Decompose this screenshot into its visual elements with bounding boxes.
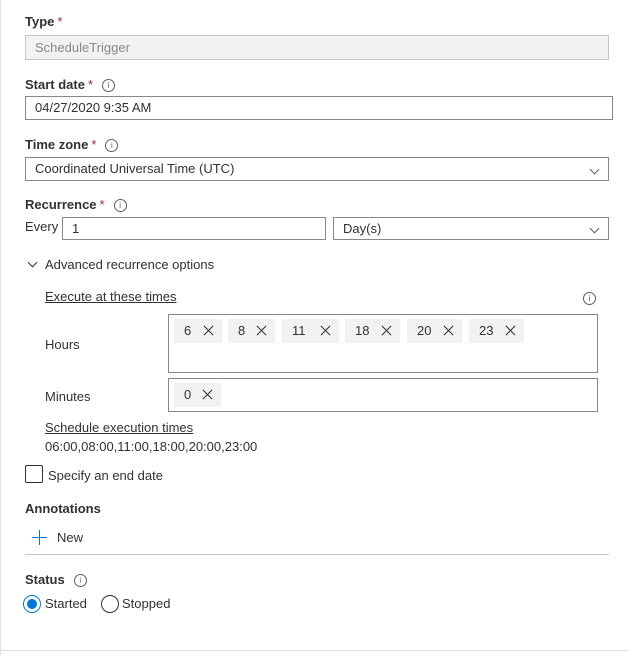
hour-tag-label: 11 bbox=[292, 323, 306, 338]
hours-picker[interactable] bbox=[168, 314, 598, 373]
hour-tag-label: 8 bbox=[238, 323, 246, 338]
schedule-execution-times-link[interactable]: Schedule execution times bbox=[45, 420, 194, 435]
start-date-label-row bbox=[25, 77, 115, 92]
advanced-recurrence-label: Advanced recurrence options bbox=[45, 257, 215, 272]
status-stopped-radio[interactable] bbox=[101, 595, 119, 613]
close-icon[interactable] bbox=[320, 325, 331, 336]
close-icon[interactable] bbox=[256, 325, 267, 336]
hours-label: Hours bbox=[45, 337, 80, 352]
chevron-down-icon bbox=[28, 258, 38, 268]
status-started-label[interactable]: Started bbox=[45, 596, 87, 611]
plus-icon bbox=[32, 530, 47, 545]
required-marker: * bbox=[57, 14, 63, 29]
panel-left-border bbox=[0, 0, 1, 655]
hour-tag bbox=[282, 319, 339, 343]
hour-tag bbox=[407, 319, 462, 343]
info-icon[interactable]: i bbox=[583, 292, 596, 305]
close-icon[interactable] bbox=[443, 325, 454, 336]
recurrence-unit-value: Day(s) bbox=[343, 221, 382, 236]
recurrence-label-row bbox=[25, 197, 127, 212]
hour-tag-label: 23 bbox=[479, 323, 494, 338]
info-icon[interactable]: i bbox=[114, 199, 127, 212]
status-started-radio[interactable] bbox=[23, 595, 41, 613]
close-icon[interactable] bbox=[381, 325, 392, 336]
info-icon[interactable]: i bbox=[102, 79, 115, 92]
new-annotation-label: New bbox=[57, 530, 84, 545]
chevron-down-icon bbox=[590, 224, 600, 234]
hour-tag-label: 18 bbox=[355, 323, 370, 338]
time-zone-select[interactable] bbox=[25, 157, 609, 181]
hour-tag-label: 6 bbox=[184, 323, 192, 338]
panel-bottom-border bbox=[0, 650, 629, 651]
new-annotation-button[interactable] bbox=[32, 528, 92, 546]
every-label: Every bbox=[25, 219, 59, 234]
hour-tag bbox=[469, 319, 524, 343]
info-icon[interactable]: i bbox=[105, 139, 118, 152]
time-zone-value: Coordinated Universal Time (UTC) bbox=[35, 161, 235, 176]
time-zone-label-row bbox=[25, 137, 118, 152]
hour-tag bbox=[174, 319, 222, 343]
status-stopped-label[interactable]: Stopped bbox=[122, 596, 171, 611]
hour-tag-label: 20 bbox=[417, 323, 432, 338]
close-icon[interactable] bbox=[203, 325, 214, 336]
schedule-execution-times-value: 06:00,08:00,11:00,18:00,20:00,23:00 bbox=[45, 439, 258, 454]
recurrence-interval-value: 1 bbox=[72, 221, 80, 236]
minute-tag bbox=[174, 383, 221, 407]
divider bbox=[25, 554, 609, 555]
type-label: Type bbox=[25, 14, 55, 29]
hour-tag bbox=[228, 319, 275, 343]
minute-tag-label: 0 bbox=[184, 387, 192, 402]
required-marker: * bbox=[91, 137, 97, 152]
recurrence-interval-input[interactable] bbox=[62, 217, 326, 240]
start-date-value: 04/27/2020 9:35 AM bbox=[35, 100, 152, 115]
annotations-label: Annotations bbox=[25, 501, 101, 516]
time-zone-label: Time zone bbox=[25, 137, 89, 152]
recurrence-unit-select[interactable] bbox=[333, 217, 609, 240]
recurrence-label: Recurrence bbox=[25, 197, 97, 212]
end-date-label[interactable]: Specify an end date bbox=[48, 468, 163, 483]
type-field bbox=[25, 35, 609, 60]
execute-at-times-link[interactable]: Execute at these times bbox=[45, 289, 177, 304]
required-marker: * bbox=[99, 197, 105, 212]
info-icon[interactable]: i bbox=[74, 574, 87, 587]
hour-tag bbox=[345, 319, 400, 343]
status-label-row bbox=[25, 572, 87, 587]
type-label-row bbox=[25, 14, 62, 29]
close-icon[interactable] bbox=[202, 389, 213, 400]
chevron-down-icon bbox=[590, 165, 600, 175]
start-date-input[interactable] bbox=[25, 96, 613, 120]
minutes-label: Minutes bbox=[45, 389, 91, 404]
minutes-picker[interactable] bbox=[168, 378, 598, 412]
status-label: Status bbox=[25, 572, 65, 587]
end-date-checkbox[interactable] bbox=[25, 465, 43, 483]
type-value: ScheduleTrigger bbox=[35, 40, 130, 55]
start-date-label: Start date bbox=[25, 77, 85, 92]
close-icon[interactable] bbox=[505, 325, 516, 336]
required-marker: * bbox=[87, 77, 94, 92]
